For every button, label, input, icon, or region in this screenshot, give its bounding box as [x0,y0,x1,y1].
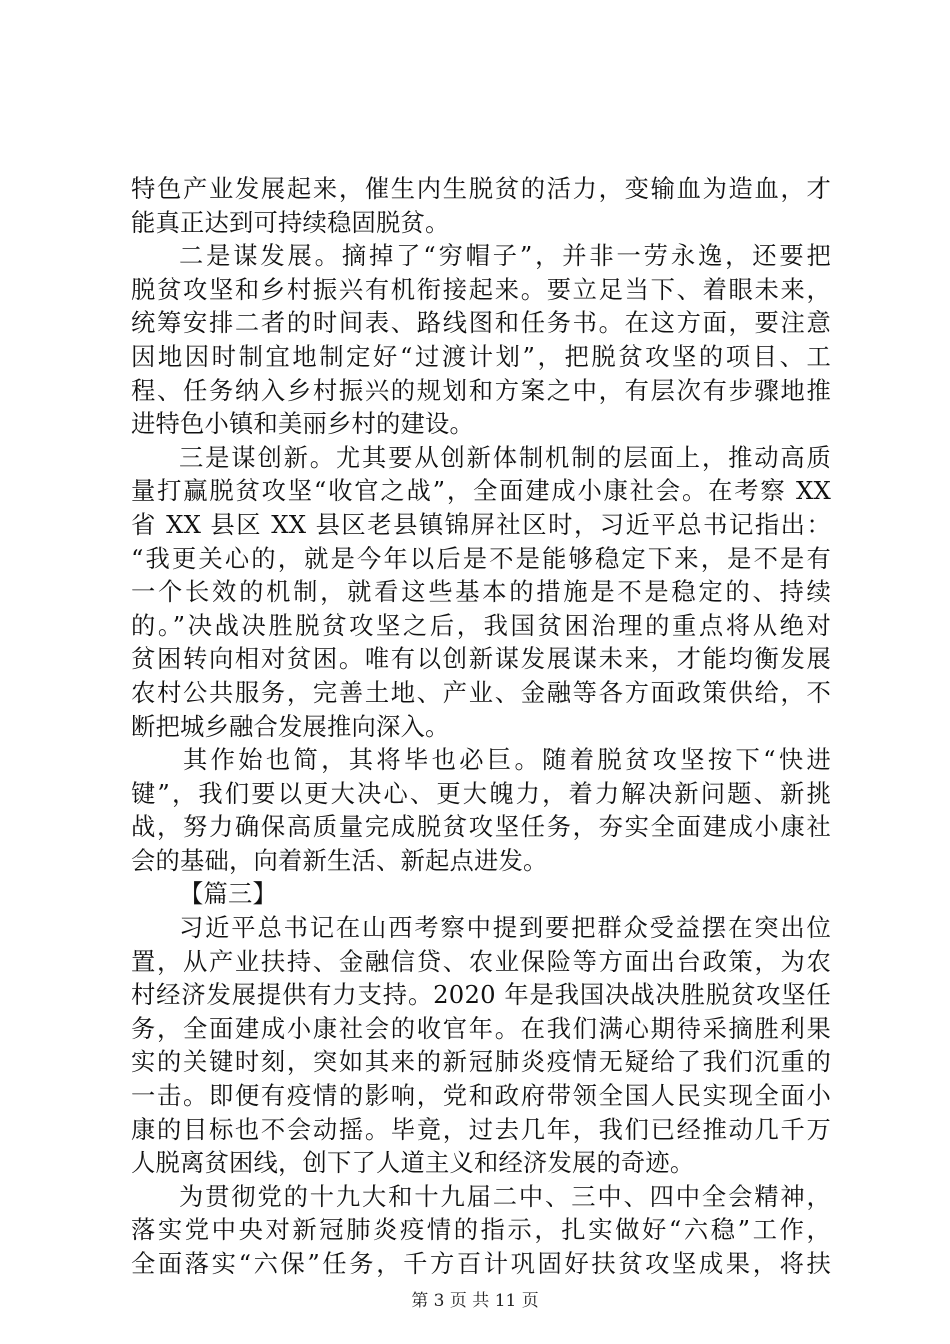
text-line: 键”，我们要以更大决心、更大魄力，着力解决新问题、新挑 [131,778,831,808]
text-line: 断把城乡融合发展推向深入。 [131,711,450,741]
section-heading: 【篇三】 [179,879,277,909]
text-line: 特色产业发展起来，催生内生脱贫的活力，变输血为造血，才 [131,174,831,203]
text-line: 二是谋发展。摘掉了“穷帽子”，并非一劳永逸，还要把 [179,241,831,271]
text-line: 会的基础，向着新生活、新起点进发。 [131,845,548,875]
text-line: 程、任务纳入乡村振兴的规划和方案之中，有层次有步骤地推 [131,375,831,405]
text-line: 能真正达到可持续稳固脱贫。 [131,207,450,237]
text-line: 三是谋创新。尤其要从创新体制机制的层面上，推动高质 [179,442,831,472]
text-line: 置，从产业扶持、金融信贷、农业保险等方面出台政策，为农 [131,946,831,976]
body-text [131,172,831,1281]
text-line: 康的目标也不会动摇。毕竟，过去几年，我们已经推动几千万 [131,1114,831,1144]
text-line: 量打赢脱贫攻坚“收官之战”，全面建成小康社会。在考察 XX [131,476,831,506]
text-line: 省 XX 县区 XX 县区老县镇锦屏社区时，习近平总书记指出： [131,509,831,539]
page-footer: 第 3 页 共 11 页 [411,1291,539,1311]
text-line: 落实党中央对新冠肺炎疫情的指示，扎实做好“六稳”工作， [131,1215,831,1245]
text-line: 人脱离贫困线，创下了人道主义和经济发展的奇迹。 [131,1148,695,1178]
text-line: 的。”决战决胜脱贫攻坚之后，我国贫困治理的重点将从绝对 [131,610,831,640]
text-line: 农村公共服务，完善土地、产业、金融等各方面政策供给，不 [131,677,831,707]
text-line: 战，努力确保高质量完成脱贫攻坚任务，夯实全面建成小康社 [131,812,831,842]
text-line: 一个长效的机制，就看这些基本的措施是不是稳定的、持续 [131,577,831,607]
text-line: “我更关心的，就是今年以后是不是能够稳定下来，是不是有 [131,543,831,573]
text-line: 因地因时制宜地制定好“过渡计划”，把脱贫攻坚的项目、工 [131,341,831,371]
text-line: 全面落实“六保”任务，千方百计巩固好扶贫攻坚成果，将扶 [131,1249,831,1278]
text-line: 实的关键时刻，突如其来的新冠肺炎疫情无疑给了我们沉重的 [131,1047,831,1077]
text-line: 脱贫攻坚和乡村振兴有机衔接起来。要立足当下、着眼未来， [131,274,831,304]
text-line: 其作始也简，其将毕也必巨。随着脱贫攻坚按下“快进 [183,745,831,775]
text-line: 村经济发展提供有力支持。2020 年是我国决战决胜脱贫攻坚任 [131,980,831,1010]
text-line: 进特色小镇和美丽乡村的建设。 [131,409,474,439]
text-line: 贫困转向相对贫困。唯有以创新谋发展谋未来，才能均衡发展 [131,644,831,674]
text-line: 统筹安排二者的时间表、路线图和任务书。在这方面，要注意 [131,308,831,338]
text-line: 一击。即便有疫情的影响，党和政府带领全国人民实现全面小 [131,1081,831,1111]
text-line: 务，全面建成小康社会的收官年。在我们满心期待采摘胜利果 [131,1013,831,1043]
text-line: 为贯彻党的十九大和十九届二中、三中、四中全会精神， [179,1181,831,1211]
text-line: 习近平总书记在山西考察中提到要把群众受益摆在突出位 [179,913,831,943]
